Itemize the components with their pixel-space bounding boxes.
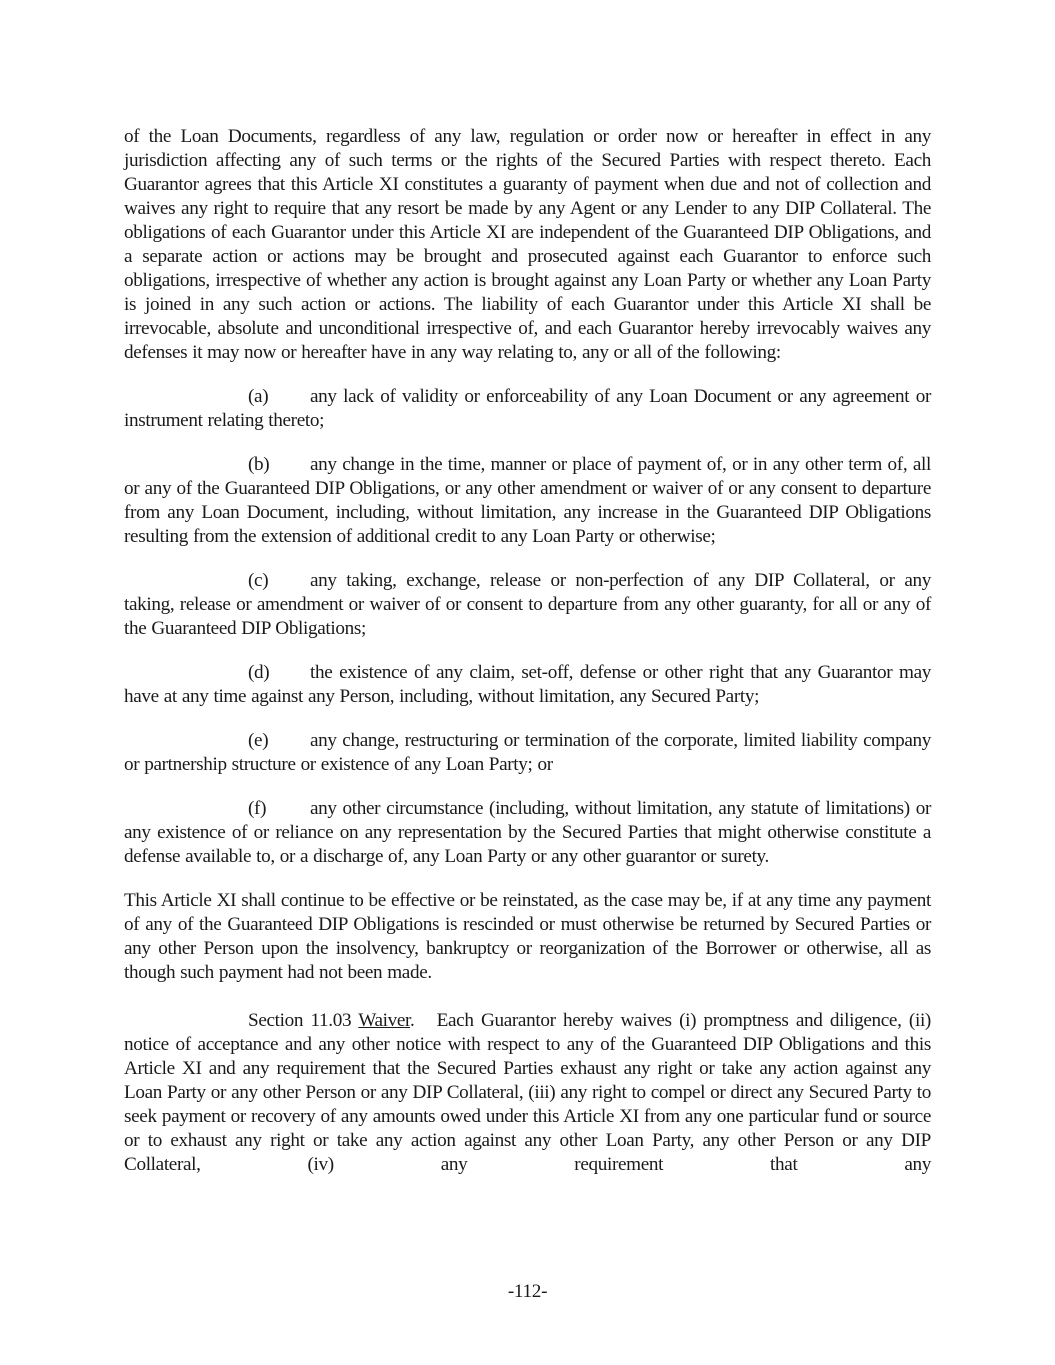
section-title-suffix: . (410, 1010, 415, 1031)
clause-text: any change, restructuring or termination of the corporate, limited liability company or partnership structure or existence of any Loan Party; or (124, 730, 931, 775)
clause-label: (e) (248, 730, 269, 751)
clause-text: any taking, exchange, release or non-perfection of any DIP Collateral, or any taking, release or amendment or waiver of or consent to departure from any other guaranty, for all or any of the Guaranteed DIP Obligations; (124, 570, 931, 639)
clause-d (124, 661, 931, 709)
clause-text: any change in the time, manner or place of payment of, or in any other term of, all or any of the Guaranteed DIP Obligations, or any other amendment or waiver of or any consent to departure from any Loan Document, including, without limitation, any increase in the Guaranteed DIP Obligations resulting from the extension of additional credit to any Loan Party or otherwise; (124, 454, 931, 547)
clause-f (124, 797, 931, 869)
section-title: Waiver (358, 1010, 411, 1031)
clause-label: (d) (248, 662, 270, 683)
reinstatement-paragraph: This Article XI shall continue to be effective or be reinstated, as the case may be, if at any time any payment of any of the Guaranteed DIP Obligations is rescinded or must otherwise be returned by Secured Parties or any other Person upon the insolvency, bankruptcy or reorganization of the Borrower or otherwise, all as though such payment had not been made. (124, 890, 931, 983)
clause-text: any other circumstance (including, without limitation, any statute of limitations) or any existence of or reliance on any representation by the Secured Parties that might otherwise constitute a defense available to, or a discharge of, any Loan Party or any other guarantor or surety. (124, 798, 931, 867)
clause-label: (c) (248, 570, 269, 591)
section-11-03 (124, 1009, 931, 1177)
clause-c (124, 569, 931, 641)
clause-text: the existence of any claim, set-off, defense or other right that any Guarantor may have at any time against any Person, including, without limitation, any Secured Party; (124, 662, 931, 707)
clause-label: (f) (248, 798, 267, 819)
clause-label: (a) (248, 386, 269, 407)
clause-text: any lack of validity or enforceability of any Loan Document or any agreement or instrument relating thereto; (124, 386, 931, 431)
clause-label: (b) (248, 454, 270, 475)
clause-e (124, 729, 931, 777)
page-number: -112- (507, 1281, 548, 1302)
document-page (124, 125, 931, 1177)
section-number: Section 11.03 (248, 1010, 352, 1031)
clause-b (124, 453, 931, 549)
intro-paragraph: of the Loan Documents, regardless of any law, regulation or order now or hereafter in effect in any jurisdiction affecting any of such terms or the rights of the Secured Parties with respect thereto. Each Guarantor agrees that this Article XI constitutes a guaranty of payment when due and not of collection and waives any right to require that any resort be made by any Agent or any Lender to any DIP Collateral. The obligations of each Guarantor under this Article XI are independent of the Guaranteed DIP Obligations, and a separate action or actions may be brought and prosecuted against each Guarantor to enforce such obligations, irrespective of whether any action is brought against any Loan Party or whether any Loan Party is joined in any such action or actions. The liability of each Guarantor under this Article XI shall be irrevocable, absolute and unconditional irrespective of, and each Guarantor hereby irrevocably waives any defenses it may now or hereafter have in any way relating to, any or all of the following: (124, 126, 931, 363)
clause-a (124, 385, 931, 433)
section-text: Each Guarantor hereby waives (i) promptness and diligence, (ii) notice of acceptance and any other notice with respect to any of the Guaranteed DIP Obligations and this Article XI and any requirement that the Secured Parties exhaust any right or take any action against any Loan Party or any other Person or any DIP Collateral, (iii) any right to compel or direct any Secured Party to seek payment or recovery of any amounts owed under this Article XI from any one particular fund or source or to exhaust any right or take any action against any other Loan Party, any other Person or any DIP Collateral, (iv) any requirement that any (124, 1010, 931, 1175)
